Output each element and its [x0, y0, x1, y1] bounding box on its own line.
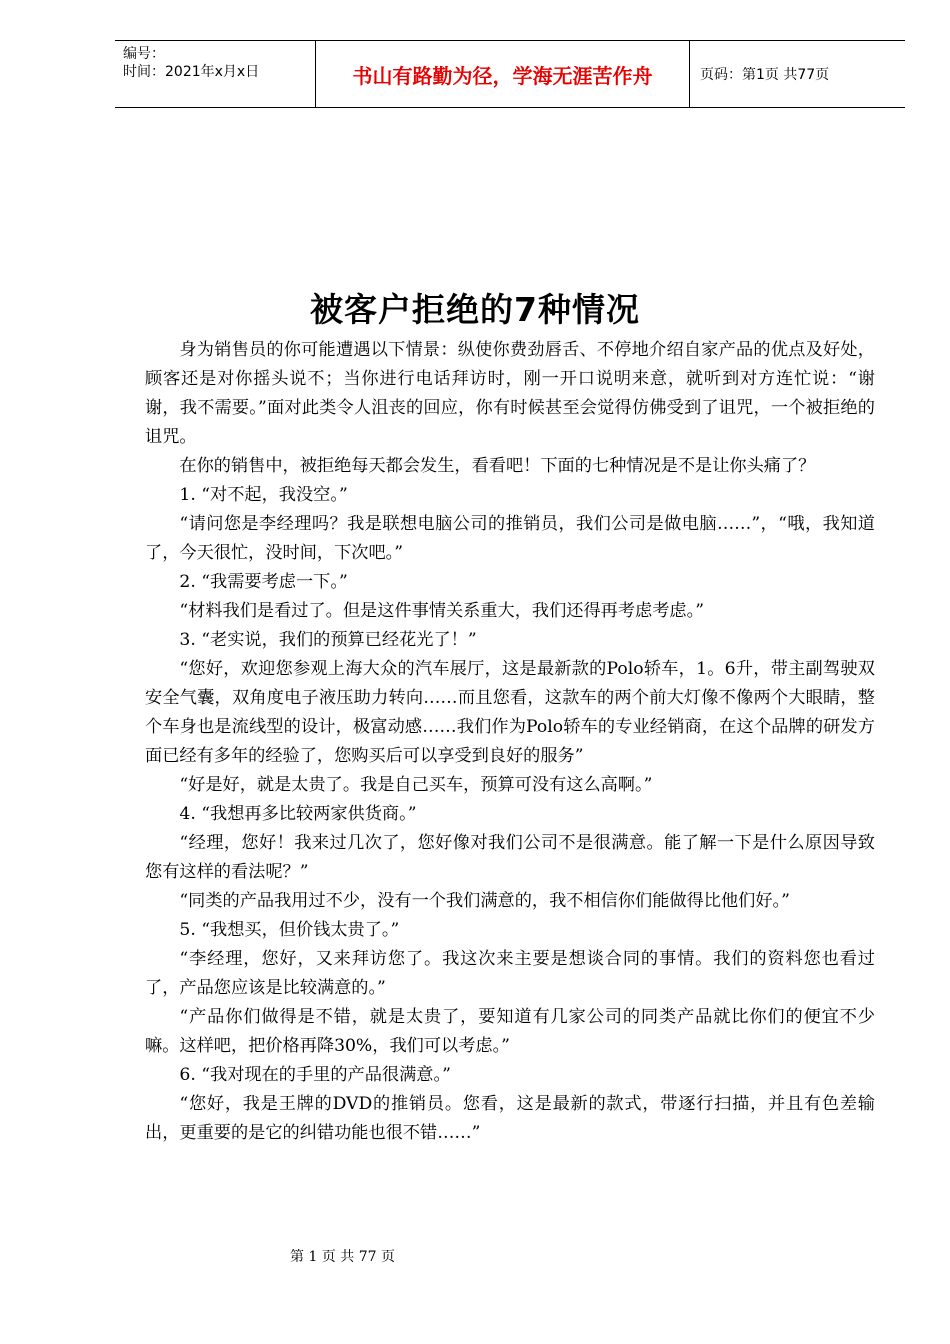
paragraph: 3. “老实说，我们的预算已经花光了！” — [179, 630, 477, 650]
paragraph: “好是好，就是太贵了。我是自己买车，预算可没有这么高啊。” — [179, 775, 653, 795]
paragraph: 6. “我对现在的手里的产品很满意。” — [179, 1065, 451, 1085]
paragraph: “材料我们是看过了。但是这件事情关系重大，我们还得再考虑考虑。” — [179, 601, 704, 621]
paragraph: 身为销售员的你可能遭遇以下情景：纵使你费劲唇舌、不停地介绍自家产品的优点及好处，顾客还是对你摇头说不；当你进行电话拜访时，刚一开口说明来意，就听到对方连忙说：“谢谢，我不需要。”面对此类令人沮丧的回应，你有时候甚至会觉得仿佛受到了诅咒，一个被拒绝的诅咒。 — [145, 340, 875, 447]
number-label: 编号： — [123, 46, 165, 62]
page-footer — [0, 1246, 950, 1266]
paragraph: 4. “我想再多比较两家供货商。” — [179, 804, 417, 824]
header-meta — [115, 41, 315, 107]
paragraph: “产品你们做得是不错，就是太贵了，要知道有几家公司的同类产品就比你们的便宜不少嘛。这样吧，把价格再降30%，我们可以考虑。” — [145, 1007, 875, 1056]
paragraph: 5. “我想买，但价钱太贵了。” — [179, 920, 400, 940]
paragraph: “请问您是李经理吗？我是联想电脑公司的推销员，我们公司是做电脑……”，“哦，我知道了，今天很忙，没时间，下次吧。” — [145, 514, 875, 563]
header-motto: 书山有路勤为径，学海无涯苦作舟 — [315, 41, 690, 107]
paragraph: “同类的产品我用过不少，没有一个我们满意的，我不相信你们能做得比他们好。” — [179, 891, 790, 911]
paragraph: 在你的销售中，被拒绝每天都会发生，看看吧！下面的七种情况是不是让你头痛了？ — [179, 456, 816, 476]
time-label: 时间：2021年x月x日 — [123, 64, 260, 80]
paragraph: “您好，欢迎您参观上海大众的汽车展厅，这是最新款的Polo轿车，1。6升，带主副驾驶双安全气囊，双角度电子液压助力转向……而且您看，这款车的两个前大灯像不像两个大眼睛，整个车身也是流线型的设计，极富动感……我们作为Polo轿车的专业经销商，在这个品牌的研发方面已经有多年的经验了，您购买后可以享受到良好的服务” — [145, 659, 875, 766]
page-header — [115, 40, 905, 108]
paragraph: “李经理，您好，又来拜访您了。我这次来主要是想谈合同的事情。我们的资料您也看过了，产品您应该是比较满意的。” — [145, 949, 875, 998]
paragraph: 2. “我需要考虑一下。” — [179, 572, 348, 592]
header-page-info: 页码：第1页 共77页 — [700, 67, 830, 83]
paragraph: “您好，我是王牌的DVD的推销员。您看，这是最新的款式，带逐行扫描，并且有色差输出，更重要的是它的纠错功能也很不错……” — [145, 1094, 875, 1143]
footer-page-number: 第 1 页 共 77 页 — [290, 1249, 395, 1265]
paragraph: “经理，您好！我来过几次了，您好像对我们公司不是很满意。能了解一下是什么原因导致您有这样的看法呢？” — [145, 833, 875, 882]
document-body — [145, 336, 875, 1148]
paragraph: 1. “对不起，我没空。” — [179, 485, 348, 505]
document-title: 被客户拒绝的7种情况 — [310, 290, 640, 329]
